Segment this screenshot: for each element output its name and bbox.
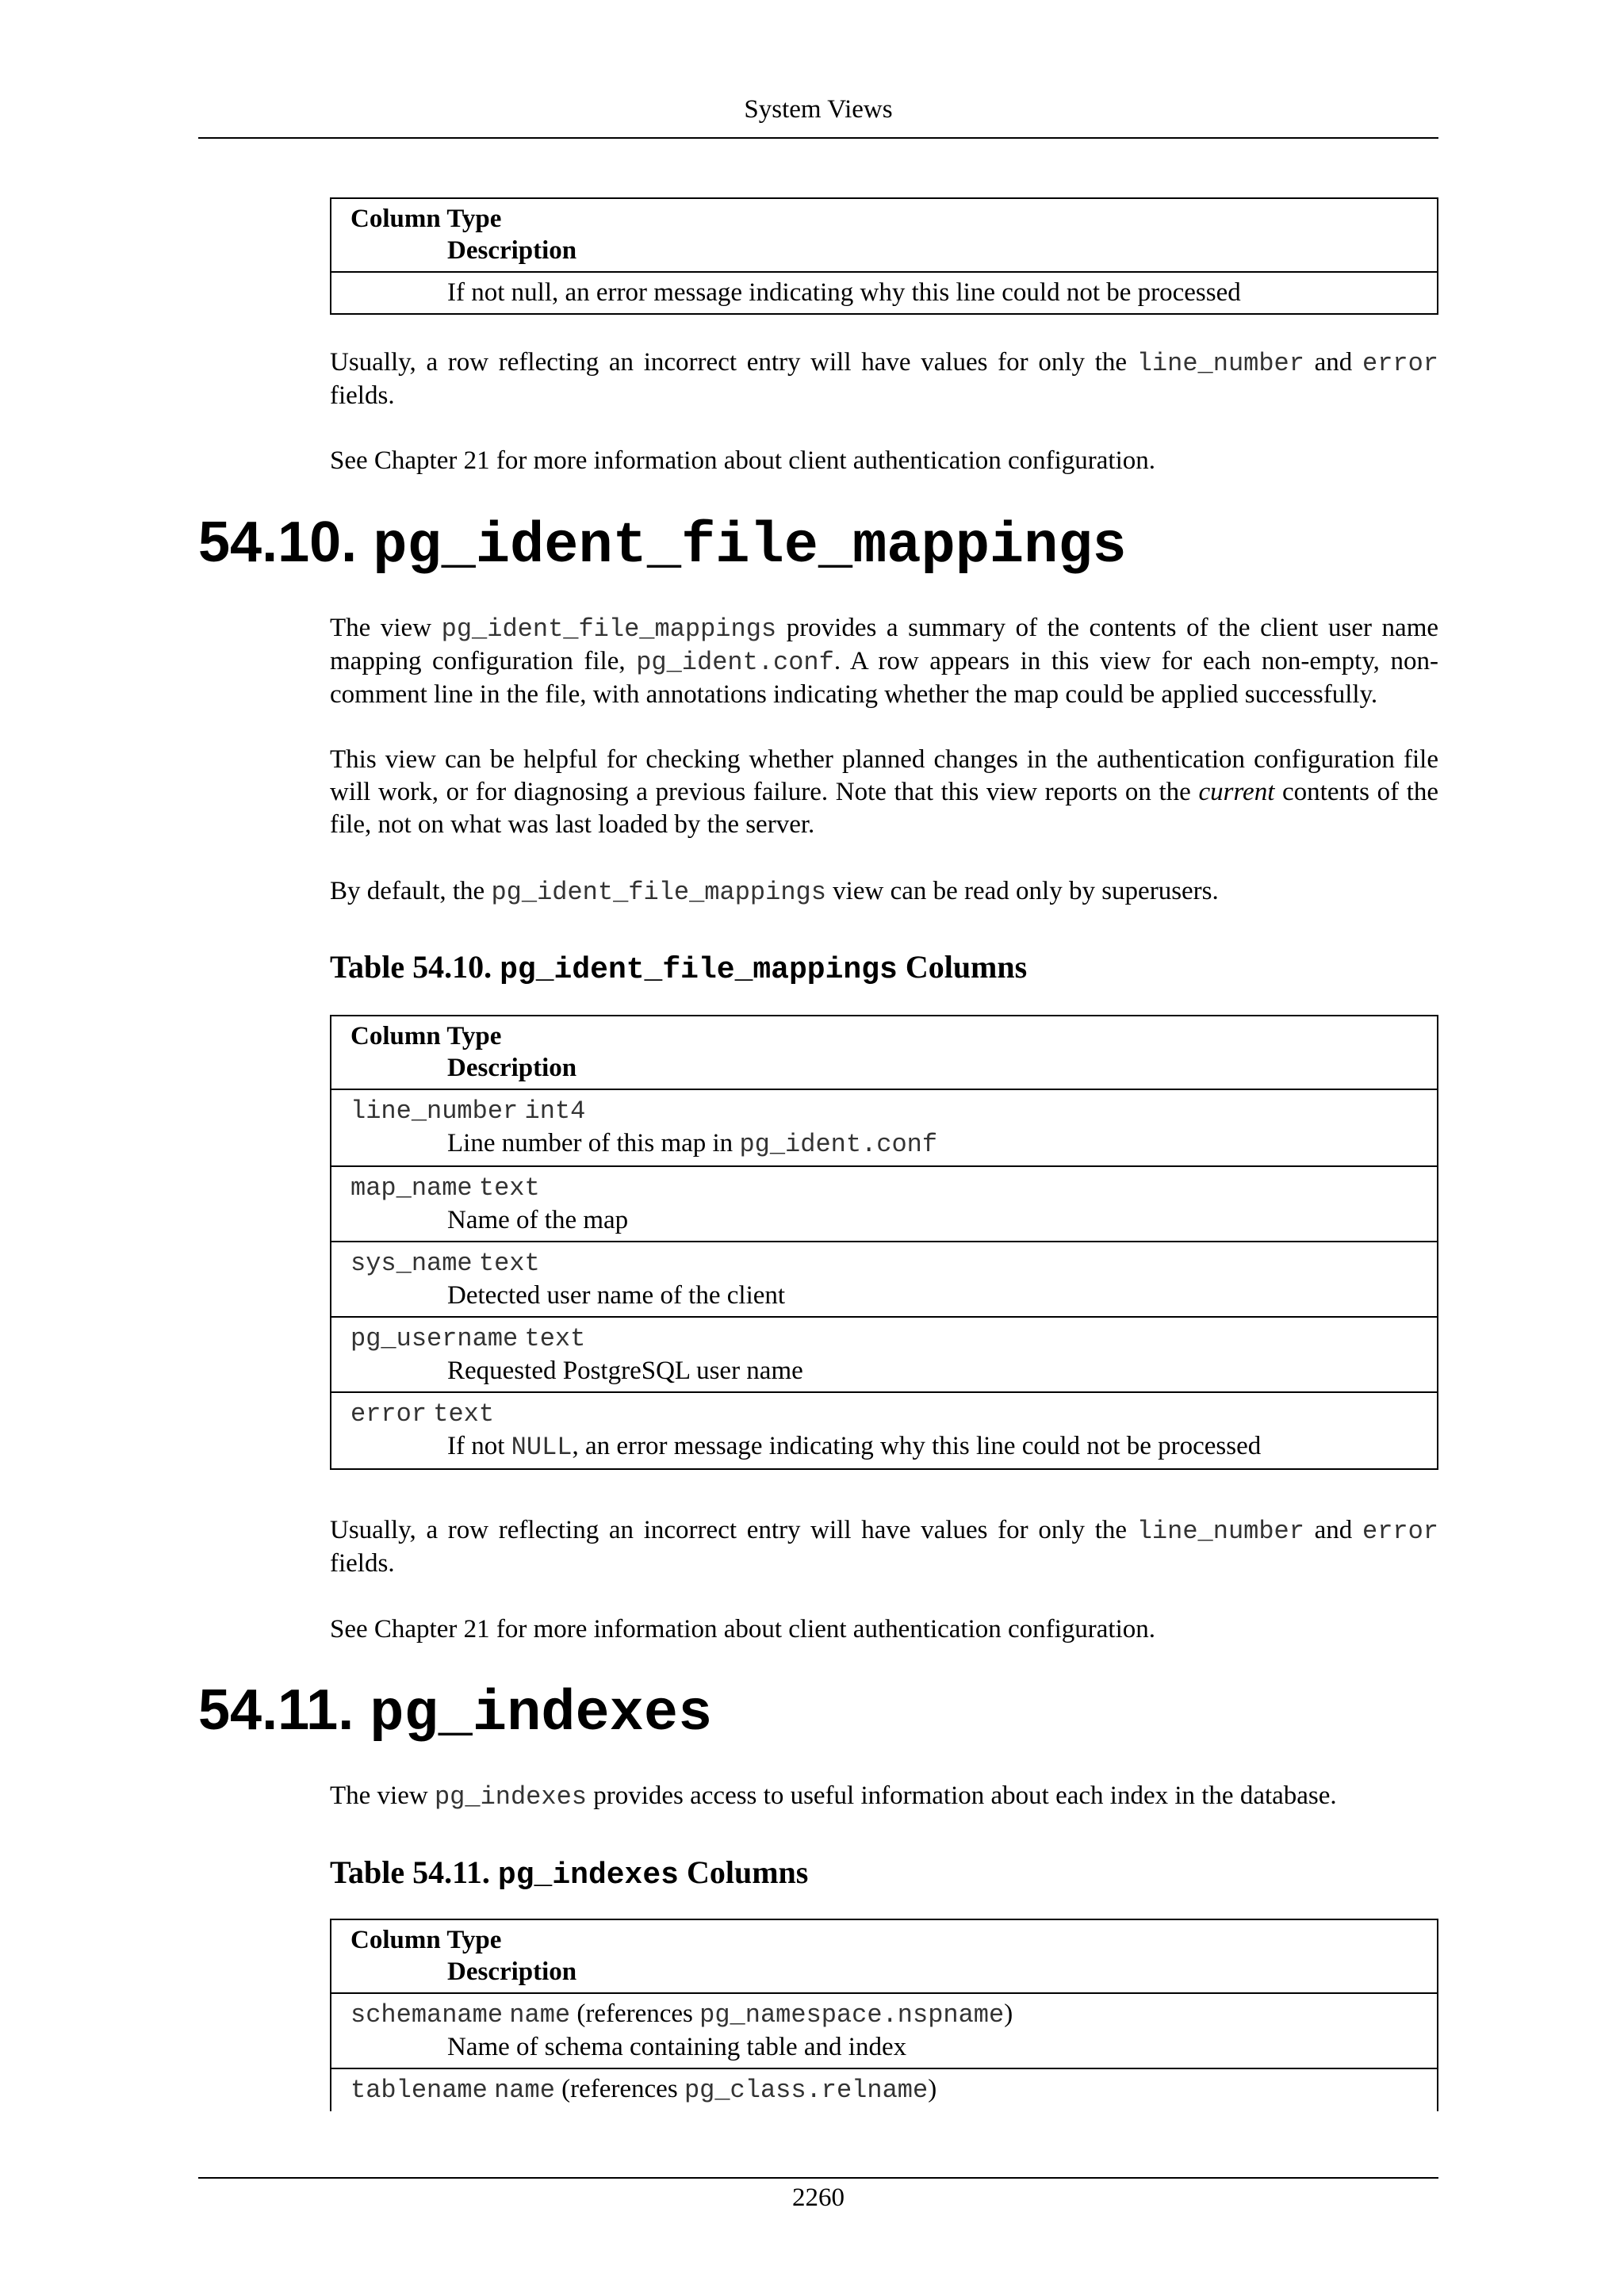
- column-name: pg_username: [350, 1324, 519, 1353]
- column-name: error: [350, 1399, 427, 1429]
- text: and: [1304, 1516, 1362, 1544]
- table-label: Table 54.10.: [330, 949, 500, 985]
- reference-code: pg_class.relname: [684, 2076, 929, 2105]
- table-header-cell: [331, 198, 1438, 272]
- text: Usually, a row reflecting an incorrect entry will have values for only the: [330, 348, 1137, 377]
- paragraph-helpful-54-10: [330, 744, 1438, 841]
- text: . A row appears in this view for each non-empty, non-comment line in the file, with annotations indicating whether the map could be applied successfully.: [330, 647, 1438, 709]
- pg-indexes-table: [330, 1919, 1438, 2111]
- table-header-row: [331, 198, 1438, 272]
- table-suffix: Columns: [678, 1854, 809, 1890]
- table-row: [331, 1392, 1438, 1469]
- column-type: text: [524, 1324, 586, 1353]
- header-column-type: Column Type: [350, 205, 502, 233]
- text: (references: [554, 2075, 684, 2103]
- header-description: Description: [447, 1957, 577, 1986]
- emphasis-current: current: [1198, 778, 1275, 806]
- section-title-54-10: [198, 508, 1127, 580]
- table-cell: [331, 1166, 1438, 1242]
- text: By default, the: [330, 877, 492, 905]
- paragraph-intro-54-10: [330, 612, 1438, 711]
- code-view-name: pg_ident_file_mappings: [491, 878, 826, 907]
- pg-ident-file-mappings-table: [330, 1015, 1438, 1470]
- text: , an error message indicating why this line could not be processed: [572, 1432, 1262, 1460]
- section-number: 54.11.: [198, 1678, 354, 1742]
- table-title-54-11: [330, 1854, 808, 1895]
- column-type: name: [494, 2076, 555, 2105]
- table-cell: [331, 1317, 1438, 1392]
- column-name: schemaname: [350, 2000, 504, 2030]
- text: Usually, a row reflecting an incorrect entry will have values for only the: [330, 1516, 1137, 1544]
- text: (references: [570, 1999, 700, 2028]
- column-name: line_number: [350, 1096, 519, 1126]
- reference-code: pg_namespace.nspname: [699, 2000, 1005, 2030]
- text: The view: [330, 1781, 435, 1810]
- text: This view can be helpful for checking whether planned changes in the authentication configuration file will work, or for diagnosing a previous failure. Note that this view reports on the: [330, 745, 1438, 806]
- paragraph-default-54-10: [330, 875, 1438, 909]
- table-cell: [331, 272, 1438, 314]
- table-suffix: Columns: [897, 949, 1028, 985]
- row-description: If not null, an error message indicating why this line could not be processed: [447, 278, 1241, 307]
- table-row: [331, 1089, 1438, 1166]
- description-code: pg_ident.conf: [739, 1130, 938, 1159]
- text: contents of the file, not on what was last loaded by the server.: [330, 778, 1439, 839]
- table-row: [331, 2068, 1438, 2111]
- code-error: error: [1362, 1517, 1438, 1546]
- column-name: tablename: [350, 2076, 488, 2105]
- table-header-cell: [331, 1919, 1438, 1993]
- code-line-number: line_number: [1136, 349, 1304, 378]
- table-cell: [331, 1392, 1438, 1469]
- column-type: name: [509, 2000, 571, 2030]
- paragraph-usually-54-10: [330, 1514, 1438, 1580]
- header-column-type: Column Type: [350, 1926, 502, 1954]
- table-cell: [331, 1242, 1438, 1317]
- code-error: error: [1362, 349, 1438, 378]
- text: fields.: [330, 381, 395, 410]
- text: view can be read only by superusers.: [825, 877, 1219, 905]
- table-row: [331, 272, 1438, 314]
- table-row: [331, 1166, 1438, 1242]
- paragraph-see-chapter-54-10: See Chapter 21 for more information about client authentication configuration.: [330, 1615, 1156, 1644]
- page-number: 2260: [792, 2183, 845, 2212]
- code-file-name: pg_ident.conf: [636, 648, 834, 677]
- table-title-54-10: [330, 948, 1027, 989]
- page-header: System Views: [744, 95, 893, 124]
- column-type: text: [478, 1249, 540, 1278]
- column-description: If not: [447, 1432, 511, 1460]
- text: fields.: [330, 1549, 395, 1578]
- paragraph-see-chapter-top: See Chapter 21 for more information about client authentication configuration.: [330, 446, 1156, 475]
- table-cell: [331, 2068, 1438, 2111]
- table-row: [331, 1993, 1438, 2068]
- text: provides access to useful information about each index in the database.: [586, 1781, 1337, 1810]
- table-label: Table 54.11.: [330, 1854, 498, 1890]
- column-description: Requested PostgreSQL user name: [447, 1357, 803, 1385]
- table-cell: [331, 1089, 1438, 1166]
- text: The view: [330, 614, 442, 642]
- column-type: int4: [524, 1096, 586, 1126]
- header-column-type: Column Type: [350, 1022, 502, 1050]
- table-code: pg_ident_file_mappings: [500, 953, 898, 987]
- footer-rule: [198, 2177, 1438, 2179]
- header-description: Description: [447, 1054, 577, 1082]
- continued-columns-table: [330, 197, 1438, 315]
- section-title-54-11: [198, 1676, 712, 1748]
- code-line-number: line_number: [1136, 1517, 1304, 1546]
- table-header-row: [331, 1919, 1438, 1993]
- table-header-cell: [331, 1016, 1438, 1089]
- column-description: Name of the map: [447, 1206, 629, 1234]
- text: and: [1304, 348, 1362, 377]
- header-description: Description: [447, 236, 577, 265]
- text: ): [1004, 1999, 1013, 2028]
- table-row: [331, 1242, 1438, 1317]
- column-name: sys_name: [350, 1249, 473, 1278]
- text: ): [928, 2075, 937, 2103]
- header-rule: [198, 137, 1438, 139]
- column-description: Line number of this map in: [447, 1129, 740, 1158]
- column-description: Detected user name of the client: [447, 1281, 786, 1310]
- section-number: 54.10.: [198, 511, 358, 574]
- column-name: map_name: [350, 1173, 473, 1203]
- table-row: [331, 1317, 1438, 1392]
- code-view-name: pg_ident_file_mappings: [441, 614, 777, 644]
- column-type: text: [433, 1399, 495, 1429]
- column-type: text: [478, 1173, 540, 1203]
- column-description: Name of schema containing table and index: [447, 2033, 907, 2061]
- description-code: NULL: [511, 1433, 573, 1462]
- text: provides a summary of the contents of the client user name mapping configuration file,: [330, 614, 1439, 675]
- table-header-row: [331, 1016, 1438, 1089]
- table-code: pg_indexes: [497, 1858, 679, 1892]
- section-name: pg_indexes: [370, 1682, 713, 1747]
- paragraph-usually-top: [330, 346, 1438, 412]
- code-view-name: pg_indexes: [434, 1782, 587, 1812]
- paragraph-intro-54-11: [330, 1780, 1438, 1813]
- section-name: pg_ident_file_mappings: [373, 514, 1127, 579]
- table-cell: [331, 1993, 1438, 2068]
